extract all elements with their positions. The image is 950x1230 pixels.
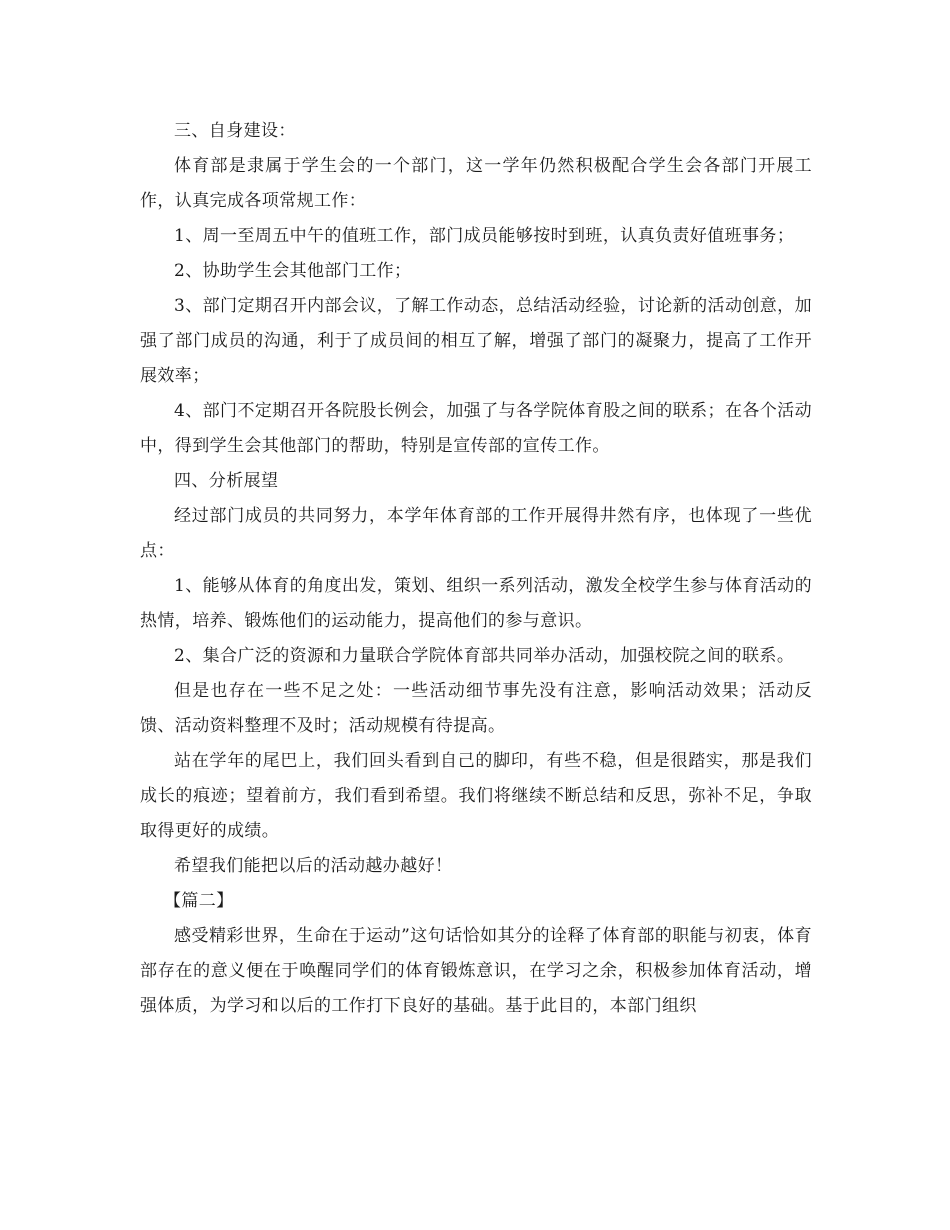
- section3-item-2: 2、协助学生会其他部门工作；: [174, 261, 412, 281]
- section3-heading: 三、自身建设：: [174, 121, 296, 141]
- part2-intro-paragraph: 感受精彩世界，生命在于运动”这句话恰如其分的诠释了体育部的职能与初衷，体育部存在的意义便在于唤醒同学们的体育锻炼意识，在学习之余，积极参加体育活动，增强体质，为学习和以后的工作打下良好的基础。基于此目的，本部门组织: [140, 926, 812, 1016]
- section3-item-1: 1、周一至周五中午的值班工作，部门成员能够按时到班，认真负责好值班事务；: [174, 226, 795, 246]
- section3-item-4: 4、部门不定期召开各院股长例会，加强了与各学院体育股之间的联系；在各个活动中，得到学生会其他部门的帮助，特别是宣传部的宣传工作。: [140, 401, 812, 456]
- document-body: [140, 114, 812, 1024]
- section4-reflection-paragraph: 站在学年的尾巴上，我们回头看到自己的脚印，有些不稳，但是很踏实，那是我们成长的痕迹；望着前方，我们看到希望。我们将继续不断总结和反思，弥补不足，争取取得更好的成绩。: [140, 751, 812, 841]
- section3-item-3: 3、部门定期召开内部会议，了解工作动态，总结活动经验，讨论新的活动创意，加强了部门成员的沟通，利于了成员间的相互了解，增强了部门的凝聚力，提高了工作开展效率；: [140, 296, 812, 386]
- section4-intro-paragraph: 经过部门成员的共同努力，本学年体育部的工作开展得井然有序，也体现了一些优点：: [140, 506, 812, 561]
- section3-intro-paragraph: 体育部是隶属于学生会的一个部门，这一学年仍然积极配合学生会各部门开展工作，认真完成各项常规工作：: [140, 156, 812, 211]
- section4-item-1: 1、能够从体育的角度出发，策划、组织一系列活动，激发全校学生参与体育活动的热情，培养、锻炼他们的运动能力，提高他们的参与意识。: [140, 576, 812, 631]
- part2-heading: 【篇二】: [164, 891, 234, 911]
- section4-heading: 四、分析展望: [174, 471, 279, 491]
- section4-closing-line: 希望我们能把以后的活动越办越好！: [174, 856, 453, 876]
- section4-shortcomings-paragraph: 但是也存在一些不足之处：一些活动细节事先没有注意，影响活动效果；活动反馈、活动资料整理不及时；活动规模有待提高。: [140, 681, 812, 736]
- section4-item-2: 2、集合广泛的资源和力量联合学院体育部共同举办活动，加强校院之间的联系。: [174, 646, 795, 666]
